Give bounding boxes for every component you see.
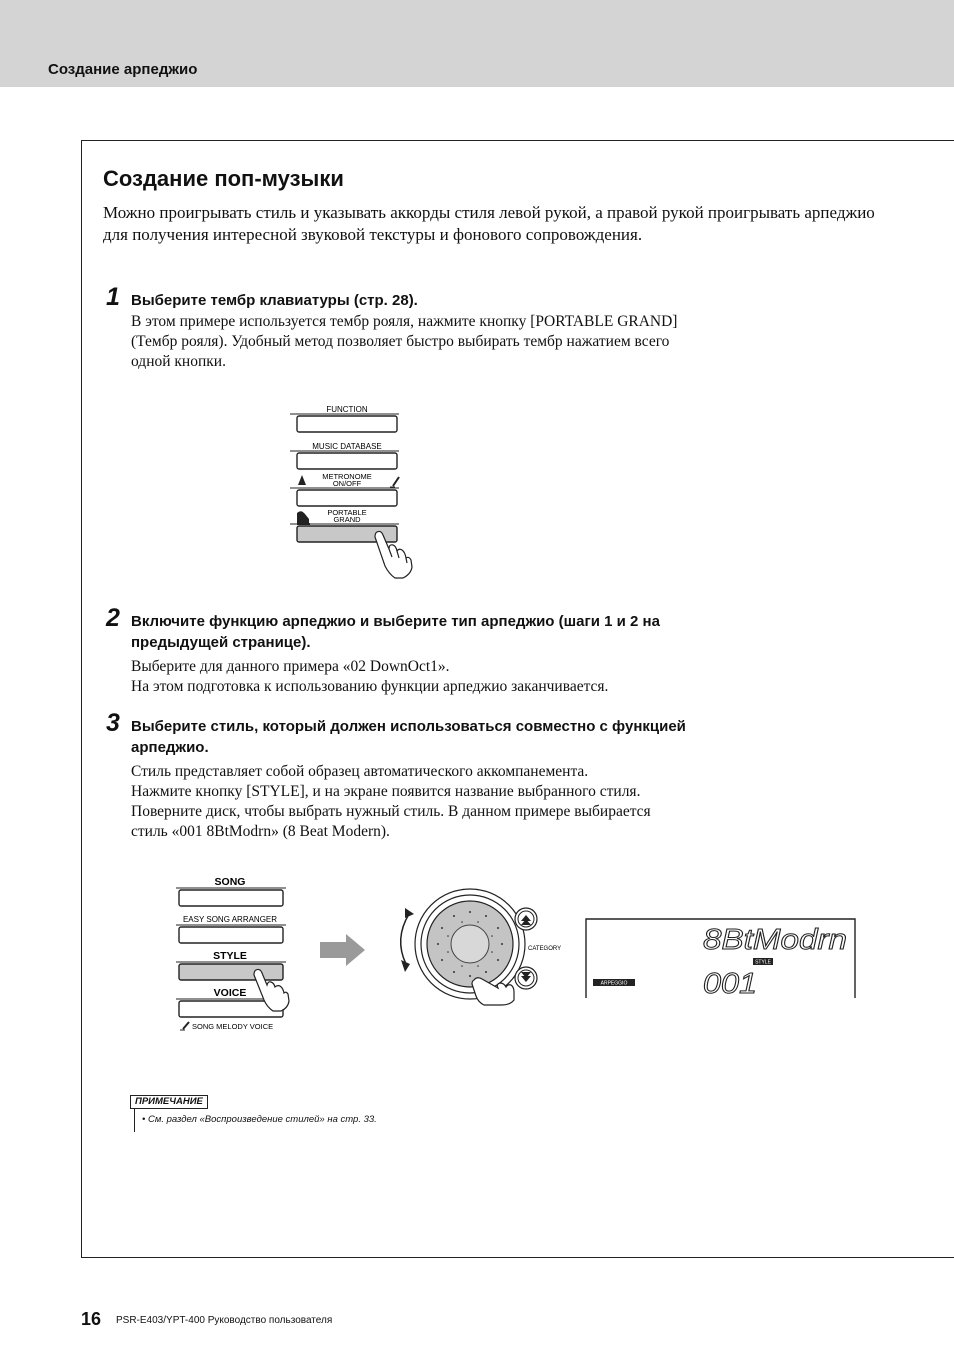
metronome-label-line2: ON/OFF [332,479,362,488]
pencil-icon [180,1022,189,1030]
easy-song-arranger-button[interactable] [179,927,283,943]
lcd-style-name: 8BtModrn [703,924,847,956]
data-dial-illustration [392,884,572,1006]
grand-piano-icon [297,511,310,525]
note-bar [134,1108,135,1132]
step-3-body [131,762,731,842]
rotate-arrow-icon [401,908,414,972]
step-3-line: Нажмите кнопку [STYLE], и на экране появится название выбранного стиля. [131,783,641,800]
note-label: ПРИМЕЧАНИЕ [130,1095,208,1109]
song-button[interactable] [179,890,283,906]
step-3-line: Поверните диск, чтобы выбрать нужный стиль. В данном примере выбирается [131,803,651,820]
style-label: STYLE [213,950,247,962]
portable-grand-label-line1: PORTABLE [327,508,367,517]
category-label: CATEGORY [528,946,562,952]
step-3-line: стиль «001 8BtModrn» (8 Beat Modern). [131,823,390,840]
easy-song-arranger-label: EASY SONG ARRANGER [182,915,278,924]
voice-panel-illustration [285,402,415,582]
step-2-title: Включите функцию арпеджио и выберите тип арпеджио (шаги 1 и 2 на предыдущей странице). [131,613,660,651]
metronome-button[interactable] [297,490,397,506]
step-1-title: Выберите тембр клавиатуры (стр. 28). [131,292,418,309]
lcd-display [585,918,860,1002]
music-database-label: MUSIC DATABASE [312,442,382,451]
category-down-button[interactable] [515,967,537,989]
step-2-body [131,657,731,697]
step-2-number: 2 [106,604,120,632]
intro-paragraph: Можно проигрывать стиль и указывать аккорды стиля левой рукой, а правой рукой проигрывать арпеджио для получения интересной звуковой текстуры и фонового сопровождения. [103,203,875,244]
page-number: 16 [81,1309,102,1329]
arpeggio-badge: ARPEGGIO [600,980,628,987]
section-title: Создание поп-музыки [103,166,344,191]
step-1-line: одной кнопки. [131,353,226,370]
step-1-number: 1 [106,283,120,311]
voice-label: VOICE [213,987,247,999]
category-up-button[interactable] [515,908,537,930]
lcd-style-number: 001 [703,968,757,1000]
song-label: SONG [214,876,246,888]
function-label: FUNCTION [326,405,368,414]
step-3-number: 3 [106,709,120,737]
metronome-label-line1: METRONOME [322,472,372,481]
note-text: • См. раздел «Воспроизведение стилей» на стр. 33. [142,1114,377,1125]
step-2-line: На этом подготовка к использованию функции арпеджио заканчивается. [131,678,609,695]
function-button[interactable] [297,416,397,432]
style-panel-illustration [172,872,292,1037]
pencil-icon [390,477,399,487]
song-melody-voice-label: SONG MELODY VOICE [192,1022,274,1031]
step-3-title: Выберите стиль, который должен использоваться совместно с функцией арпеджио. [131,718,686,756]
music-database-button[interactable] [297,453,397,469]
style-badge: STYLE [755,959,771,966]
style-button[interactable] [179,964,283,980]
metronome-icon [298,475,306,485]
step-1-line: В этом примере используется тембр рояля, нажмите кнопку [PORTABLE GRAND] [131,313,678,330]
right-arrow-icon [318,932,368,968]
step-1-body [131,312,731,372]
header-title: Создание арпеджио [48,61,198,78]
step-1-line: (Тембр рояля). Удобный метод позволяет быстро выбирать тембр нажатием всего [131,333,670,350]
footer-text: PSR-E403/YPT-400 Руководство пользователя [116,1315,333,1326]
step-3-line: Стиль представляет собой образец автоматического аккомпанемента. [131,763,589,780]
step-2-line: Выберите для данного примера «02 DownOct1». [131,658,450,675]
portable-grand-label-line2: GRAND [333,515,361,524]
